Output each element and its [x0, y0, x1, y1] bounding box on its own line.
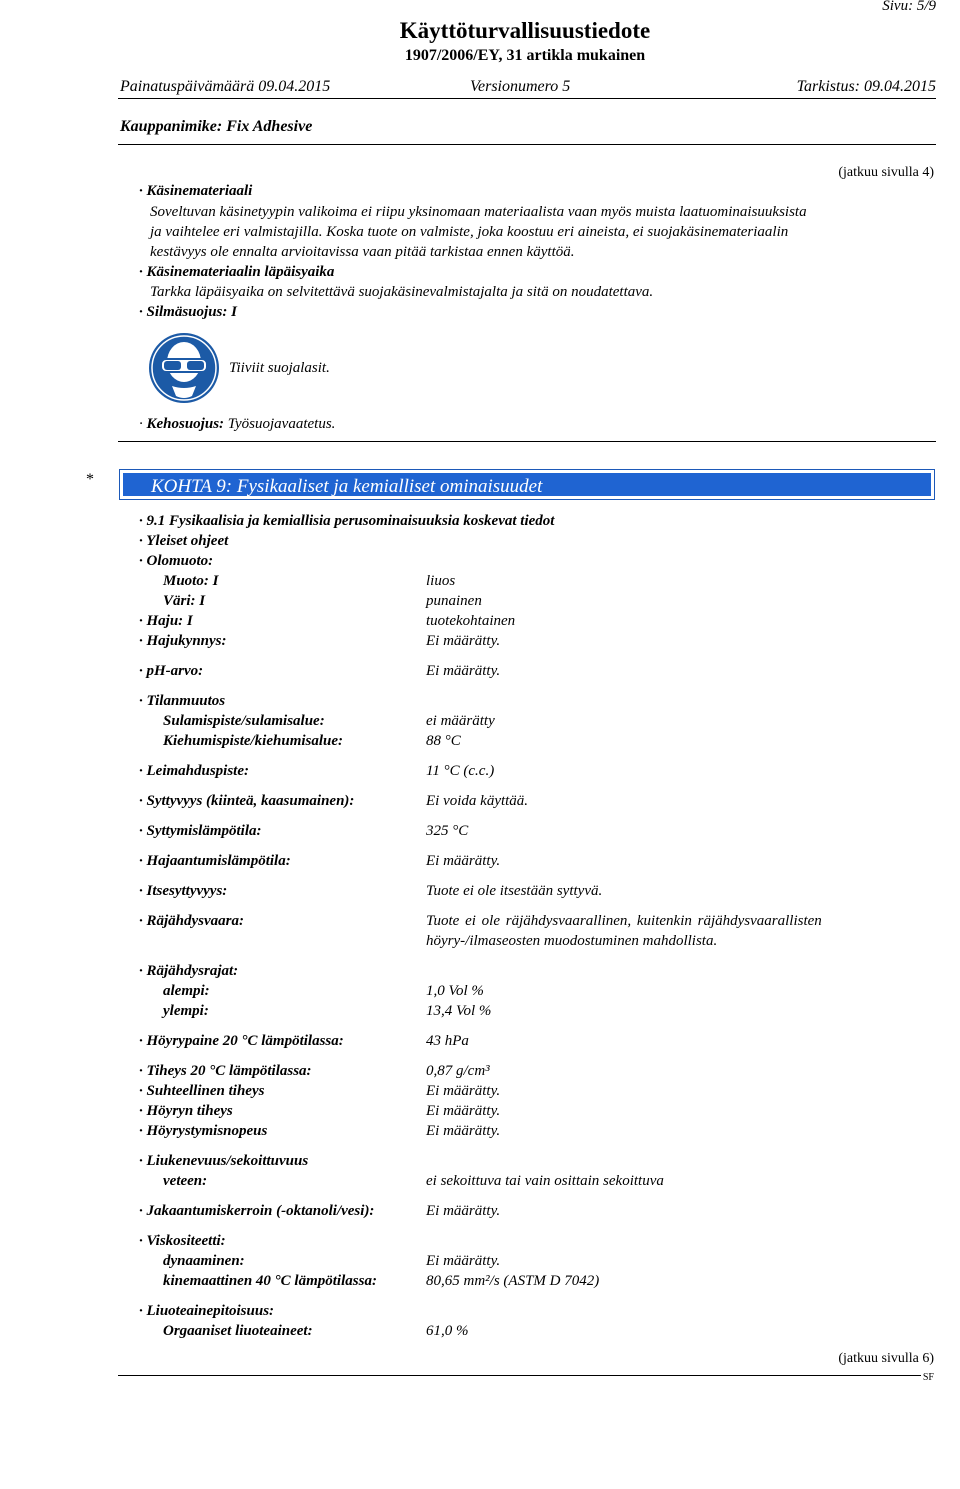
basic-properties-heading: · 9.1 Fysikaalisia ja kemiallisia perusominaisuuksia koskevat tiedot	[139, 511, 554, 531]
viscosity-heading: · Viskositeetti:	[139, 1231, 226, 1251]
header-divider	[118, 98, 936, 99]
print-date: Painatuspäivämäärä 09.04.2015	[120, 78, 331, 95]
vapour-pressure-value: 43 hPa	[426, 1033, 469, 1049]
upper-limit-value: 13,4 Vol %	[426, 1003, 492, 1019]
section-9-header-fill	[123, 473, 931, 496]
flash-point-label: · Leimahduspiste:	[139, 761, 249, 781]
solubility-label-2: veteen:	[163, 1173, 208, 1189]
decomposition-temp-value: Ei määrätty.	[426, 853, 501, 869]
body-protection-text: Työsuojavaatetus.	[227, 416, 336, 432]
evaporation-rate-label: · Höyrystymisnopeus	[139, 1121, 267, 1141]
lower-limit-label: alempi:	[163, 983, 210, 999]
partition-coefficient-value: Ei määrätty.	[426, 1203, 501, 1219]
explosion-hazard-value-2: höyry-/ilmaseosten muodostuminen mahdollista.	[426, 933, 718, 949]
trade-name-divider	[118, 144, 936, 145]
state-change-heading: · Tilanmuutos	[139, 691, 225, 711]
solubility-value: ei sekoittuva tai vain osittain sekoittuva	[426, 1173, 664, 1189]
vapour-density-value: Ei määrätty.	[426, 1103, 501, 1119]
continued-on: (jatkuu sivulla 6)	[838, 1351, 934, 1366]
continued-from: (jatkuu sivulla 4)	[838, 165, 934, 180]
body-protection-label: Kehosuojus:	[146, 416, 225, 432]
safety-goggles-icon	[148, 332, 220, 404]
revision-date: Tarkistus: 09.04.2015	[796, 78, 936, 95]
color-label: Väri: I	[163, 593, 206, 609]
density-value: 0,87 g/cm³	[426, 1063, 490, 1079]
ph-value: Ei määrätty.	[426, 663, 501, 679]
lower-limit-value: 1,0 Vol %	[426, 983, 484, 999]
flammability-value: Ei voida käyttää.	[426, 793, 529, 809]
eye-protection-text: Tiiviit suojalasit.	[229, 360, 330, 376]
density-label: · Tiheys 20 °C lämpötilassa:	[139, 1061, 312, 1081]
section-9-title: KOHTA 9: Fysikaaliset ja kemialliset ominaisuudet	[151, 476, 543, 497]
section-divider	[118, 441, 936, 442]
body-protection	[139, 414, 335, 434]
odor-value: tuotekohtainen	[426, 613, 516, 629]
ph-label: · pH-arvo:	[139, 661, 203, 681]
version-number: Versionumero 5	[470, 78, 571, 95]
form-label: Muoto: I	[163, 573, 219, 589]
upper-limit-label: ylempi:	[163, 1003, 209, 1019]
color-value: punainen	[426, 593, 482, 609]
ignition-temp-label: · Syttymislämpötila:	[139, 821, 262, 841]
permeation-text: Tarkka läpäisyaika on selvitettävä suojakäsinevalmistajalta ja sitä on noudatettava.	[150, 284, 654, 300]
self-ignition-value: Tuote ei ole itsestään syttyvä.	[426, 883, 603, 899]
kinematic-viscosity-label: kinemaattinen 40 °C lämpötilassa:	[163, 1273, 377, 1289]
glove-material-text-2: ja vaihtelee eri valmistajilla. Koska tuote on valmiste, joka koostuu eri aineista, ei suojakäsinemateriaalin	[150, 224, 789, 240]
solubility-label-1: · Liukenevuus/sekoittuvuus	[139, 1151, 308, 1171]
flash-point-value: 11 °C (c.c.)	[426, 763, 495, 779]
melting-point-value: ei määrätty	[426, 713, 495, 729]
section-9-header	[119, 469, 935, 500]
eye-protection-heading: · Silmäsuojus: I	[139, 302, 237, 322]
solvent-content-heading: · Liuoteainepitoisuus:	[139, 1301, 274, 1321]
language-code: SF	[921, 1368, 936, 1388]
glove-material-text-3: kestävyys ole ennalta arvioitavissa vaan pitää tarkistaa ennen käyttöä.	[150, 244, 575, 260]
footer-divider	[118, 1375, 936, 1376]
melting-point-label: Sulamispiste/sulamisalue:	[163, 713, 325, 729]
revision-marker: *	[86, 471, 94, 488]
kinematic-viscosity-value: 80,65 mm²/s (ASTM D 7042)	[426, 1273, 600, 1289]
boiling-point-label: Kiehumispiste/kiehumisalue:	[163, 733, 344, 749]
form-value: liuos	[426, 573, 456, 589]
vapour-pressure-label: · Höyrypaine 20 °C lämpötilassa:	[139, 1031, 344, 1051]
explosion-hazard-value-1: Tuote ei ole räjähdysvaarallinen, kuitenkin räjähdysvaarallisten	[426, 913, 822, 929]
vapour-density-label: · Höyryn tiheys	[139, 1101, 233, 1121]
document-title: Käyttöturvallisuustiedote	[399, 18, 651, 43]
explosion-hazard-label: · Räjähdysvaara:	[139, 911, 244, 931]
evaporation-rate-value: Ei määrätty.	[426, 1123, 501, 1139]
organic-solvents-value: 61,0 %	[426, 1323, 469, 1339]
boiling-point-value: 88 °C	[426, 733, 461, 749]
trade-name: Kauppanimike: Fix Adhesive	[120, 118, 313, 135]
glove-material-heading: · Käsinemateriaali	[139, 181, 252, 201]
organic-solvents-label: Orgaaniset liuoteaineet:	[163, 1323, 313, 1339]
relative-density-label: · Suhteellinen tiheys	[139, 1081, 264, 1101]
odor-threshold-value: Ei määrätty.	[426, 633, 501, 649]
flammability-label: · Syttyvyys (kiinteä, kaasumainen):	[139, 791, 354, 811]
partition-coefficient-label: · Jakaantumiskerroin (-oktanoli/vesi):	[139, 1201, 374, 1221]
document-subtitle: 1907/2006/EY, 31 artikla mukainen	[404, 47, 646, 64]
general-info: · Yleiset ohjeet	[139, 531, 228, 551]
ignition-temp-value: 325 °C	[426, 823, 469, 839]
appearance-heading: · Olomuoto:	[139, 551, 213, 571]
self-ignition-label: · Itsesyttyvyys:	[139, 881, 227, 901]
permeation-heading: · Käsinemateriaalin läpäisyaika	[139, 262, 334, 282]
dynamic-viscosity-label: dynaaminen:	[163, 1253, 245, 1269]
odor-label: · Haju: I	[139, 611, 193, 631]
dynamic-viscosity-value: Ei määrätty.	[426, 1253, 501, 1269]
relative-density-value: Ei määrätty.	[426, 1083, 501, 1099]
odor-threshold-label: · Hajukynnys:	[139, 631, 227, 651]
glove-material-text-1: Soveltuvan käsinetyypin valikoima ei riipu yksinomaan materiaalista vaan myös muista laatuominaisuuksista	[150, 204, 807, 220]
page-number: Sivu: 5/9	[882, 0, 936, 14]
decomposition-temp-label: · Hajaantumislämpötila:	[139, 851, 291, 871]
explosion-limits-heading: · Räjähdysrajat:	[139, 961, 238, 981]
